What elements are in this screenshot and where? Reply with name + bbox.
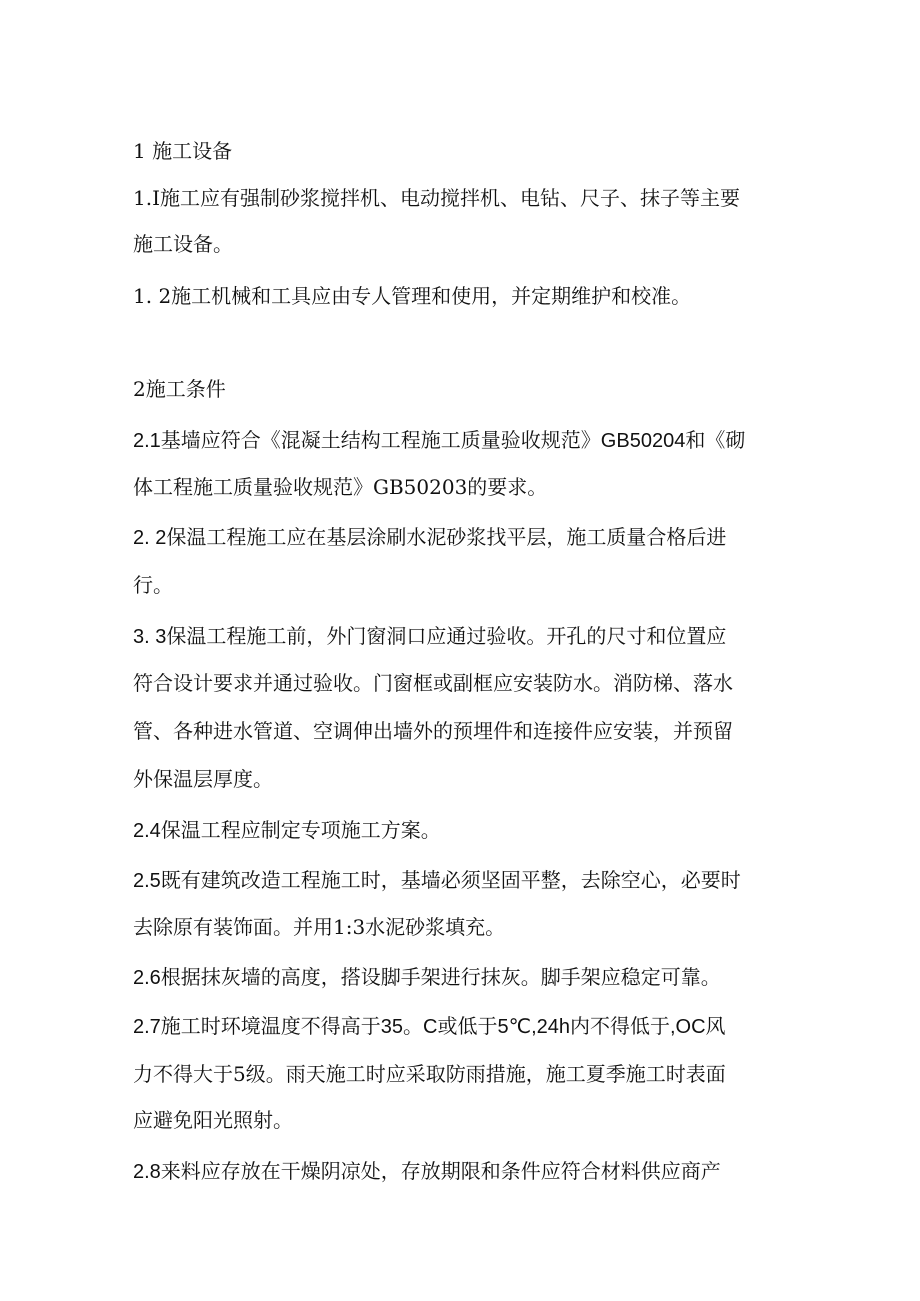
paragraph-2-3-line-4: 外保温层厚度。 <box>133 767 273 791</box>
paragraph-2-3-line-1: 3. 3保温工程施工前，外门窗洞口应通过验收。开孔的尺寸和位置应 <box>133 626 727 648</box>
paragraph-2-5-line-2: 去除原有装饰面。并用1:3水泥砂浆填充。 <box>133 915 506 939</box>
paragraph-2-7-line-3: 应避免阳光照射。 <box>133 1108 293 1132</box>
paragraph-1-1-line-1: 1.I施工应有强制砂浆搅拌机、电动搅拌机、电钻、尺子、抹子等主要 <box>133 186 740 210</box>
section-heading-equipment: 1 施工设备 <box>133 139 233 163</box>
section-heading-conditions: 2施工条件 <box>133 377 226 401</box>
paragraph-2-1-line-2: 体工程施工质量验收规范》GB50203的要求。 <box>133 475 548 499</box>
paragraph-2-5-line-1: 2.5既有建筑改造工程施工时，基墙必须坚固平整，去除空心，必要时 <box>133 870 741 892</box>
paragraph-2-6: 2.6根据抹灰墙的高度，搭设脚手架进行抹灰。脚手架应稳定可靠。 <box>133 967 721 989</box>
paragraph-2-3-line-2: 符合设计要求并通过验收。门窗框或副框应安装防水。消防梯、落水 <box>133 671 733 695</box>
paragraph-1-1-line-2: 施工设备。 <box>133 232 233 256</box>
paragraph-2-3-line-3: 管、各种进水管道、空调伸出墙外的预埋件和连接件应安装，并预留 <box>133 719 733 743</box>
paragraph-2-7-line-2: 力不得大于5级。雨天施工时应采取防雨措施，施工夏季施工时表面 <box>133 1062 726 1086</box>
paragraph-2-1-line-1: 2.1基墙应符合《混凝土结构工程施工质量验收规范》GB50204和《砌 <box>133 430 746 452</box>
paragraph-2-8-line-1: 2.8来料应存放在干燥阴凉处，存放期限和条件应符合材料供应商产 <box>133 1161 721 1183</box>
paragraph-2-2-line-2: 行。 <box>133 573 173 597</box>
paragraph-1-2: 1. 2施工机械和工具应由专人管理和使用，并定期维护和校准。 <box>133 284 692 308</box>
paragraph-2-2-line-1: 2. 2保温工程施工应在基层涂刷水泥砂浆找平层，施工质量合格后进 <box>133 527 727 549</box>
paragraph-2-4: 2.4保温工程应制定专项施工方案。 <box>133 820 441 842</box>
paragraph-2-7-line-1: 2.7施工时环境温度不得高于35。C或低于5℃,24h内不得低于,OC风 <box>133 1016 726 1038</box>
